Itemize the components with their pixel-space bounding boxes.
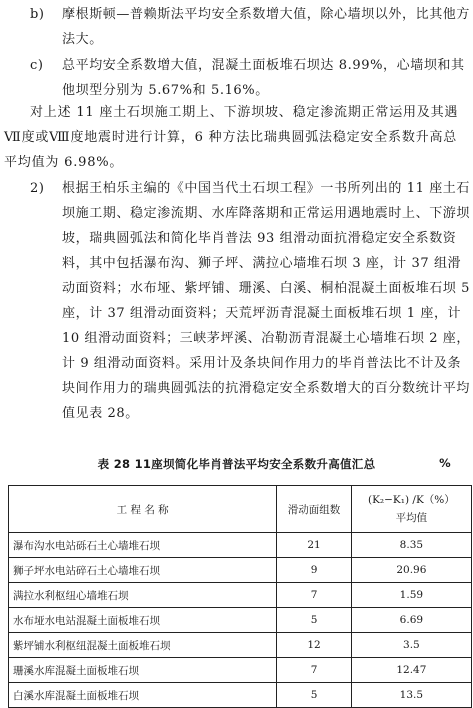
- cell-count: 5: [277, 683, 351, 708]
- list-item-c: [30, 53, 470, 103]
- table-row: [9, 633, 472, 658]
- cell-name: 瀑布沟水电站砾石土心墙堆石坝: [9, 533, 277, 558]
- cell-name: 水布垭水电站混凝土面板堆石坝: [9, 608, 277, 633]
- cell-value: 12.47: [351, 658, 471, 683]
- header-value: [351, 486, 471, 533]
- table-caption-text: 表 28 11座坝简化毕肖普法平均安全系数升高值汇总: [97, 457, 376, 471]
- cell-value: 6.69: [351, 608, 471, 633]
- table-row: [9, 608, 472, 633]
- body-paragraph: 对上述 11 座土石坝施工期上、下游坝坡、稳定渗流期正常运用及其遇Ⅶ度或Ⅷ度地震时进行计算，6 种方法比瑞典圆弧法稳定安全系数升高总平均值为 6.98%。: [4, 105, 459, 170]
- list-item-text: 摩根斯顿—普赖斯法平均安全系数增大值，除心墙坝以外，比其他方法大。: [62, 7, 471, 47]
- data-table: [8, 485, 472, 708]
- list-item-b: [30, 2, 471, 52]
- cell-count: 7: [277, 658, 351, 683]
- cell-count: 21: [277, 533, 351, 558]
- cell-value: 3.5: [351, 633, 471, 658]
- table-caption: [0, 456, 473, 472]
- list-marker: b): [30, 7, 45, 22]
- list-marker: 2): [30, 181, 45, 196]
- cell-value: 13.5: [351, 683, 471, 708]
- list-item-text: 总平均安全系数增大值，混凝土面板堆石坝达 8.99%，心墙坝和其他坝型分别为 5.67%和 5.16%。: [62, 58, 465, 98]
- table-header-row: [9, 486, 472, 533]
- list-marker: c): [30, 58, 44, 73]
- cell-value: 20.96: [351, 558, 471, 583]
- cell-name: 狮子坪水电站碎石土心墙堆石坝: [9, 558, 277, 583]
- cell-count: 9: [277, 558, 351, 583]
- cell-name: 白溪水库混凝土面板堆石坝: [9, 683, 277, 708]
- cell-name: 紫坪铺水利枢纽混凝土面板堆石坝: [9, 633, 277, 658]
- list-item-2: [30, 176, 471, 426]
- list-item-text: 根据王柏乐主编的《中国当代土石坝工程》一书所列出的 11 座土石坝施工期、稳定渗流期、水库降落期和正常运用遇地震时上、下游坝坡，瑞典圆弧法和简化毕肖普法 93 组滑动面抗滑稳定安全系数资料，其中包括瀑布沟、狮子坪、满拉心墙堆石坝 3 座，计 37 组滑动面资料；水布垭、紫坪铺、珊溪、白溪、桐柏混凝土面板堆石坝 5 座，计 37 组滑动面资料；天荒坪沥青混凝土面板堆石坝 1 座，计 10 组滑动面资料；三峡茅坪溪、冶勒沥青混凝土心墙堆石坝 2 座，计 9 组滑动面资料。采用计及条块间作用力的毕肖普法比不计及条块间作用力的瑞典圆弧法的抗滑稳定安全系数增大的百分数统计平均值见表 28。: [62, 181, 471, 421]
- header-name: 工 程 名 称: [9, 486, 277, 533]
- table-row: [9, 583, 472, 608]
- cell-count: 12: [277, 633, 351, 658]
- cell-name: 满拉水利枢纽心墙堆石坝: [9, 583, 277, 608]
- table-row: [9, 683, 472, 708]
- cell-name: 珊溪水库混凝土面板堆石坝: [9, 658, 277, 683]
- cell-count: 7: [277, 583, 351, 608]
- table-row: [9, 558, 472, 583]
- cell-count: 5: [277, 608, 351, 633]
- table-unit: %: [439, 456, 451, 470]
- header-value-label: 平均值: [395, 512, 428, 524]
- table-row: [9, 658, 472, 683]
- header-count: 滑动面组数: [277, 486, 351, 533]
- table-row: [9, 533, 472, 558]
- cell-value: 8.35: [351, 533, 471, 558]
- header-value-formula: (K₂−K₁) /K（%）: [367, 494, 455, 506]
- cell-value: 1.59: [351, 583, 471, 608]
